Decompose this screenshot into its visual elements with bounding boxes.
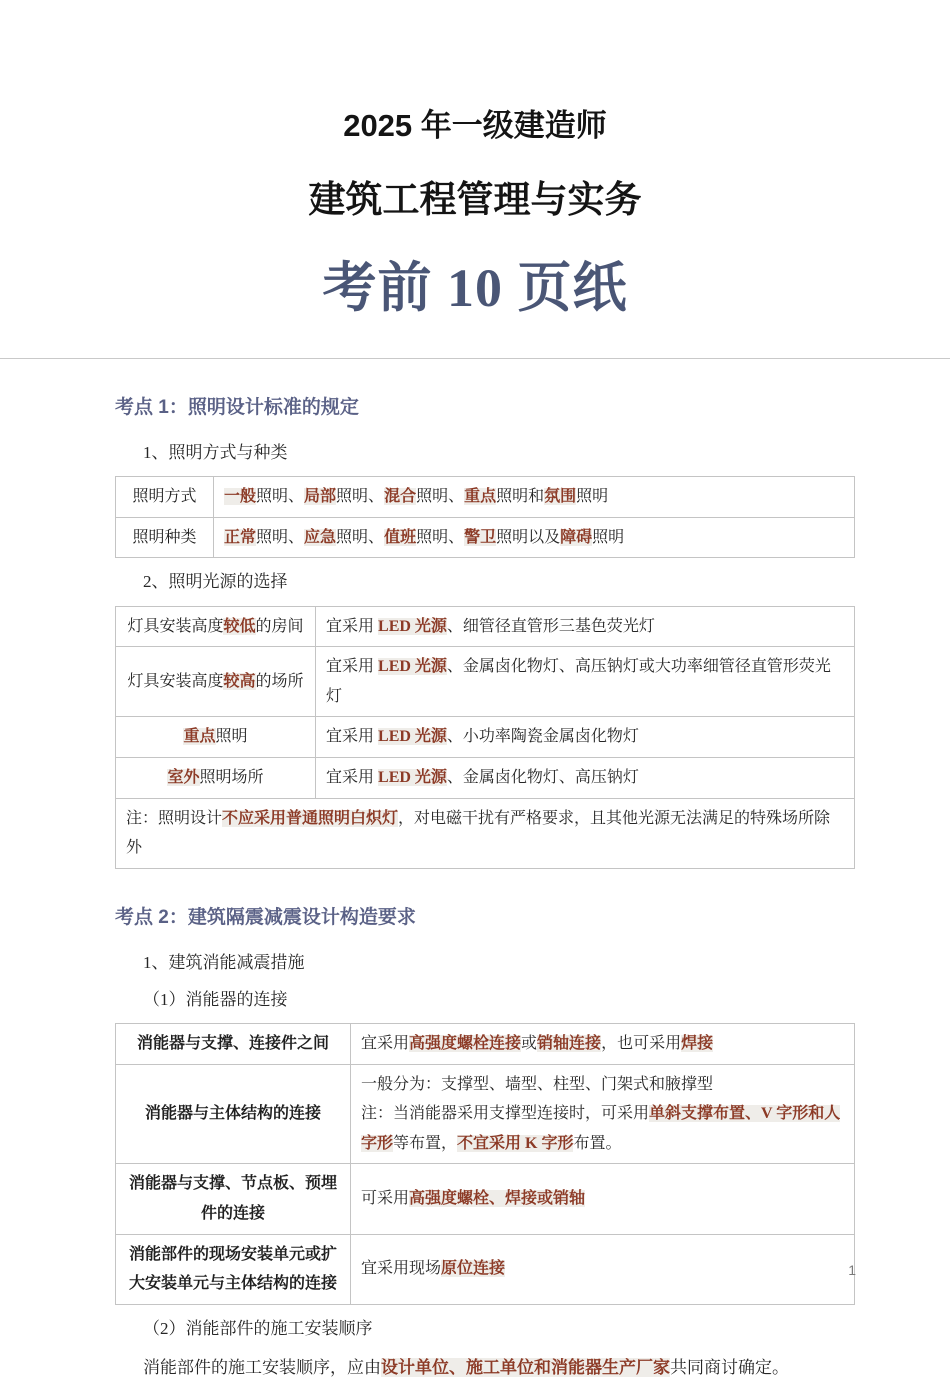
text-run: 照明、	[416, 528, 465, 546]
highlighted-term: 氛围	[544, 488, 577, 506]
text-run: 、金属卤化物灯、高压钠灯或大功率细管径直管形荧光灯	[326, 658, 831, 705]
table-row	[116, 647, 855, 717]
highlighted-term: 不宜采用 K 字形	[457, 1134, 574, 1152]
content-line	[326, 722, 844, 752]
content-line	[326, 612, 844, 642]
doc-title-line1: 2025 年一级建造师	[343, 108, 607, 143]
text-run: 照明	[215, 728, 248, 746]
table-row	[116, 517, 855, 558]
table-row	[116, 477, 855, 518]
table-content-cell	[316, 757, 855, 798]
table-label-cell	[116, 717, 316, 758]
text-run: 可采用	[361, 1190, 410, 1208]
text-run: ，也可采用	[601, 1035, 682, 1053]
sub-heading: （1）消能器的连接	[143, 989, 288, 1009]
highlighted-term: 焊接	[681, 1035, 714, 1053]
table-row	[116, 606, 855, 647]
table-content-cell	[214, 477, 855, 518]
highlighted-term: LED 光源	[378, 658, 447, 676]
text-run: ，对电磁干扰有严格要求，且其他光源无法满足的特殊场所除外	[126, 809, 831, 857]
table-note-cell	[116, 798, 855, 868]
highlighted-term: 混合	[384, 488, 417, 506]
table-content-cell	[316, 717, 855, 758]
sub-heading: （2）消能部件的施工安装顺序	[143, 1318, 373, 1338]
highlighted-term: 障碍	[560, 528, 593, 546]
text-run: 照明场所	[199, 768, 264, 786]
text-run: 消能部件的施工安装顺序，应由	[143, 1358, 381, 1378]
highlighted-term: 正常	[224, 528, 257, 546]
sub-heading: 1、建筑消能减震措施	[143, 952, 305, 972]
highlighted-term: 不应采用普通照明白炽灯	[222, 809, 399, 827]
highlighted-term: LED 光源	[378, 768, 447, 786]
text-run: 照明、	[336, 528, 385, 546]
highlighted-term: LED 光源	[378, 617, 447, 635]
highlighted-term: 高强度螺栓、焊接或销轴	[409, 1190, 586, 1208]
table-content-cell	[316, 606, 855, 647]
lighting-type-table	[115, 476, 855, 558]
text-run: 、小功率陶瓷金属卤化物灯	[446, 728, 639, 746]
text-run: 消能器与支撑、连接件之间	[136, 1035, 329, 1053]
table-label-cell	[116, 1234, 351, 1304]
text-run: 照明方式	[132, 488, 197, 506]
table-label-cell	[116, 757, 316, 798]
text-run: 等布置，	[393, 1134, 458, 1152]
doc-title-line3: 考前 10 页纸	[322, 258, 628, 318]
highlighted-term: 重点	[464, 488, 497, 506]
text-run: 或	[521, 1035, 538, 1053]
table-content-cell	[351, 1164, 855, 1234]
text-run: 宜采用	[326, 658, 379, 676]
content-line	[326, 652, 844, 711]
highlighted-term: 警卫	[464, 528, 497, 546]
text-run: 的场所	[255, 672, 304, 690]
highlighted-term: 重点	[183, 728, 216, 746]
sub-heading: 2、照明光源的选择	[143, 572, 288, 592]
text-run: 照明和	[496, 488, 545, 506]
text-run: 宜采用	[326, 768, 379, 786]
table-content-cell	[351, 1024, 855, 1065]
sub-heading: 1、照明方式与种类	[143, 443, 288, 462]
table-row	[116, 1024, 855, 1065]
header-divider	[0, 358, 950, 359]
text-run: 宜采用	[361, 1035, 410, 1053]
table-content-cell	[214, 517, 855, 558]
text-run: 注：当消能器采用支撑型连接时，可采用	[361, 1105, 650, 1123]
content-line	[361, 1254, 844, 1284]
content-line	[224, 523, 844, 553]
highlighted-term: LED 光源	[378, 728, 447, 746]
table-row	[116, 1064, 855, 1164]
table-label-cell	[116, 1024, 351, 1065]
text-run: 共同商讨确定。	[670, 1358, 789, 1378]
text-run: 宜采用现场	[361, 1260, 442, 1278]
keypoint-heading: 考点 2：建筑隔震减震设计构造要求	[115, 906, 416, 928]
text-run: 布置。	[573, 1134, 622, 1152]
content-line	[224, 482, 844, 512]
table-label-cell	[116, 606, 316, 647]
text-run: 消能器与支撑、节点板、预埋件的连接	[128, 1175, 337, 1223]
table-row	[116, 717, 855, 758]
damper-connection-table	[115, 1023, 855, 1305]
text-run: 灯具安装高度	[127, 617, 224, 635]
text-run: 照明	[592, 528, 625, 546]
text-run: 照明	[576, 488, 609, 506]
table-row	[116, 798, 855, 868]
light-source-table	[115, 606, 855, 869]
text-run: 注：照明设计	[126, 809, 223, 827]
highlighted-term: 较低	[223, 617, 256, 635]
table-row	[116, 1164, 855, 1234]
content-line	[361, 1029, 844, 1059]
table-label-cell	[116, 1164, 351, 1234]
highlighted-term: 单斜支撑布置、V 字形和人字形	[361, 1105, 841, 1152]
document-content	[115, 392, 855, 1383]
highlighted-term: 较高	[223, 672, 256, 690]
text-run: 、金属卤化物灯、高压钠灯	[446, 768, 639, 786]
highlighted-term: 应急	[304, 528, 337, 546]
table-row	[116, 757, 855, 798]
text-run: 宜采用	[326, 728, 379, 746]
table-label-cell	[116, 1064, 351, 1164]
text-run: 照明以及	[496, 528, 561, 546]
content-line	[361, 1099, 844, 1158]
text-run: 照明、	[336, 488, 385, 506]
table-label-cell	[116, 517, 214, 558]
content-line	[361, 1070, 844, 1100]
text-run: 照明、	[256, 528, 305, 546]
content-line	[361, 1184, 844, 1214]
content-line	[326, 763, 844, 793]
text-run: 灯具安装高度	[127, 672, 224, 690]
table-label-cell	[116, 477, 214, 518]
note-line	[126, 804, 844, 863]
highlighted-term: 销轴连接	[537, 1035, 602, 1053]
doc-title-line2: 建筑工程管理与实务	[308, 179, 642, 220]
table-content-cell	[351, 1064, 855, 1164]
highlighted-term: 设计单位、施工单位和消能器生产厂家	[381, 1358, 670, 1378]
text-run: 、细管径直管形三基色荧光灯	[446, 617, 655, 635]
highlighted-term: 原位连接	[441, 1260, 506, 1278]
title-block	[0, 0, 950, 322]
text-run: 照明、	[416, 488, 465, 506]
text-run: 照明、	[256, 488, 305, 506]
text-run: 宜采用	[326, 617, 379, 635]
highlighted-term: 一般	[224, 488, 257, 506]
highlighted-term: 高强度螺栓连接	[409, 1035, 522, 1053]
text-run: 照明种类	[132, 528, 197, 546]
highlighted-term: 值班	[384, 528, 417, 546]
highlighted-term: 局部	[304, 488, 337, 506]
keypoint-heading: 考点 1：照明设计标准的规定	[115, 397, 359, 418]
page-number: 1	[848, 1262, 856, 1278]
text-run: 的房间	[255, 617, 304, 635]
highlighted-term: 室外	[167, 768, 200, 786]
text-run: 消能部件的现场安装单元或扩大安装单元与主体结构的连接	[128, 1245, 337, 1293]
text-run: 消能器与主体结构的连接	[144, 1105, 321, 1123]
table-content-cell	[316, 647, 855, 717]
table-content-cell	[351, 1234, 855, 1304]
table-label-cell	[116, 647, 316, 717]
paragraph	[115, 1352, 855, 1383]
table-row	[116, 1234, 855, 1304]
text-run: 一般分为：支撑型、墙型、柱型、门架式和腋撑型	[361, 1075, 714, 1093]
